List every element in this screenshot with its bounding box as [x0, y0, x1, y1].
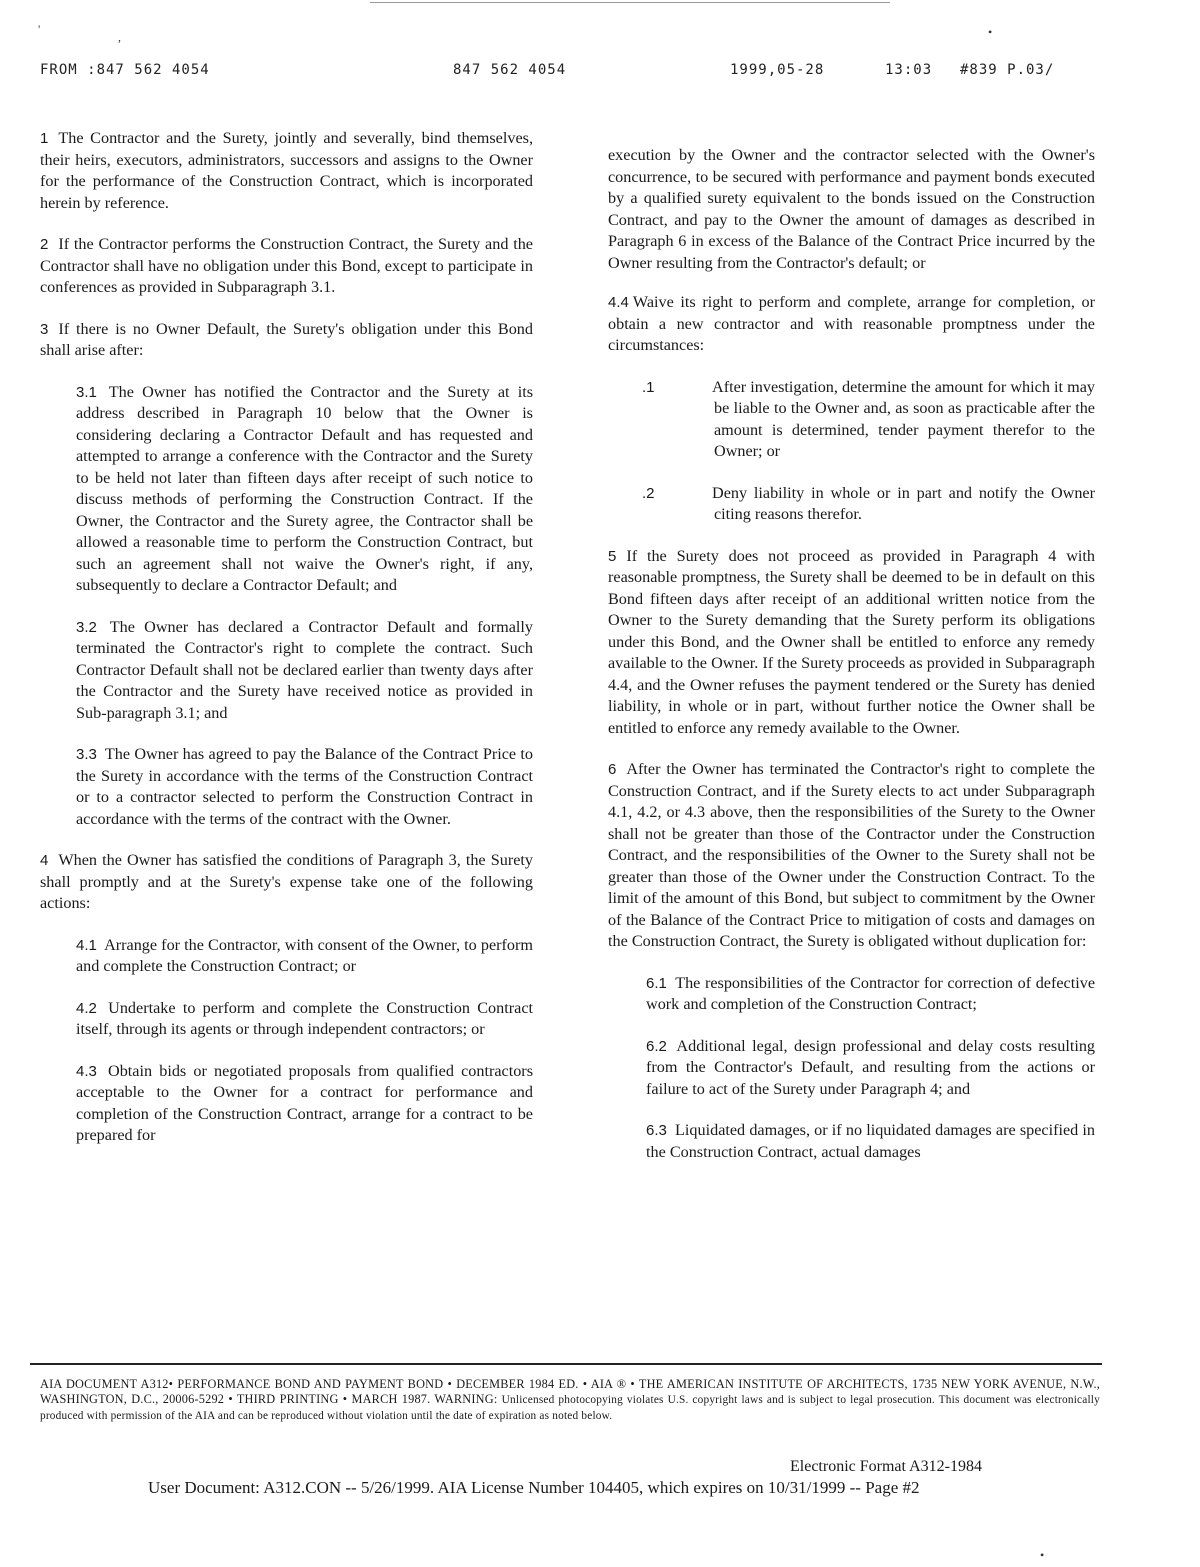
paragraph-5: 5 If the Surety does not proceed as provided in Paragraph 4 with reasonable promptness, the Surety shall be deemed to be in default on this Bond fifteen days after receipt of an additional written notice from the Owner to the Surety demanding that the Surety perform its obligations under this Bond, and the Owner shall be entitled to enforce any remedy available to the Owner. If the Surety proceeds as provided in Subparagraph 4.4, and the Owner refuses the payment tendered or the Surety has denied liability, in whole or in part, without further notice the Owner shall be entitled to enforce any remedy available to the Owner.	[608, 546, 1095, 737]
subparagraph-3-3: 3.3 The Owner has agreed to pay the Balance of the Contract Price to the Surety in accordance with the terms of the Construction Contract or to a contractor selected to perform the Construction Contract in accordance with the terms of the contract with the Owner.	[76, 745, 533, 828]
paragraph-6: 6 After the Owner has terminated the Contractor's right to complete the Construction Contract, and if the Surety elects to act under Subparagraph 4.1, 4.2, or 4.3 above, then the responsibilities of the Surety to the Owner shall not be greater than those of the Contractor under the Construction Contract, and the responsibilities of the Owner to the Surety shall not be greater than those of the Owner under the Construction Contract. To the limit of the amount of this Bond, but subject to commitment by the Owner of the Balance of the Contract Price to mitigation of costs and damages on the Construction Contract, the Surety is obligated without duplication for:	[608, 760, 1095, 950]
user-document-line: User Document: A312.CON -- 5/26/1999. AIA License Number 104405, which expires on 10/31/1999 -- Page #2	[148, 1478, 920, 1497]
footer-divider	[30, 1363, 1102, 1365]
scan-speck: •	[988, 25, 993, 39]
scan-speck: •	[1040, 1548, 1045, 1562]
scan-speck: ,	[118, 30, 121, 44]
fax-from: FROM :847 562 4054	[40, 62, 210, 78]
fax-date: 1999,05-28	[730, 62, 825, 78]
subparagraph-4-3-continued: execution by the Owner and the contractor selected with the Owner's concurrence, to be secured with performance and payment bonds executed by a qualified surety equivalent to the bonds issued on the Construction Contract, and pay to the Owner the amount of damages as described in Paragraph 6 in excess of the Balance of the Contract Price incurred by the Owner resulting from the Contractor's default; or	[608, 146, 1095, 272]
aia-notice-warning: Unlicensed photocopying violates U.S. copyright laws and is subject to legal prosecution. This document was electronically produced with permission of the AIA and can be reproduced without violation until the date of expiration as noted below.	[40, 1394, 1100, 1422]
fax-time: 13:03	[885, 62, 933, 78]
scan-speck: '	[38, 22, 41, 36]
fax-header	[40, 62, 1140, 88]
subparagraph-6-1: 6.1 The responsibilities of the Contractor for correction of defective work and completion of the Construction Contract;	[646, 973, 1095, 1013]
fax-page: #839 P.03/	[960, 62, 1055, 78]
subparagraph-3-2: 3.2 The Owner has declared a Contractor Default and formally terminated the Contractor's right to complete the contract. Such Contractor Default shall not be declared earlier than twenty days after the Contractor and the Surety have received notice as provided in Sub-paragraph 3.1; and	[76, 617, 533, 722]
paragraph-3: 3 If there is no Owner Default, the Surety's obligation under this Bond shall arise after:	[40, 319, 533, 359]
paragraph-2: 2 If the Contractor performs the Construction Contract, the Surety and the Contractor shall have no obligation under this Bond, except to participate in conferences as provided in Subparagraph 3.1.	[40, 235, 533, 296]
paragraph-1: 1 The Contractor and the Surety, jointly and severally, bind themselves, their heirs, executors, administrators, successors and assigns to the Owner for the performance of the Construction Contract, which is incorporated herein by reference.	[40, 129, 533, 212]
subparagraph-6-2: 6.2 Additional legal, design professional and delay costs resulting from the Contractor's Default, and resulting from the actions or failure to act of the Surety under Paragraph 4; and	[646, 1036, 1096, 1098]
fax-number: 847 562 4054	[453, 62, 567, 78]
subparagraph-4-3: 4.3 Obtain bids or negotiated proposals from qualified contractors acceptable to the Owner for a contract for performance and completion of the Construction Contract, arrange for a contract to be prepared for	[76, 1061, 534, 1144]
subparagraph-6-3: 6.3 Liquidated damages, or if no liquidated damages are specified in the Construction Contract, actual damages	[646, 1121, 1096, 1161]
left-column	[40, 128, 533, 1167]
item-4-4-2: .2 Deny liability in whole or in part and notify the Owner citing reasons therefor.	[642, 483, 1095, 523]
right-column	[608, 145, 1095, 1183]
aia-notice-caps: AIA DOCUMENT A312• PERFORMANCE BOND AND PAYMENT BOND • DECEMBER 1984 ED. • AIA ® • THE AMERICAN INSTITUTE OF ARCHITECTS, 1735 NEW YORK AVENUE, N.W., WASHINGTON, D.C., 20006-5292 • THIRD PRINTING • MARCH 1987. WARNING:	[40, 1377, 1100, 1406]
paragraph-4: 4 When the Owner has satisfied the conditions of Paragraph 3, the Surety shall promptly and at the Surety's expense take one of the following actions:	[40, 851, 533, 912]
subparagraph-4-2: 4.2 Undertake to perform and complete the Construction Contract itself, through its agents or through independent contractors; or	[76, 998, 534, 1038]
subparagraph-4-1: 4.1 Arrange for the Contractor, with consent of the Owner, to perform and complete the Construction Contract; or	[76, 935, 533, 975]
subparagraph-4-4: 4.4 Waive its right to perform and complete, arrange for completion, or obtain a new contractor and with reasonable promptness under the circumstances:	[608, 293, 1095, 354]
subparagraph-3-1: 3.1 The Owner has notified the Contractor and the Surety at its address described in Paragraph 10 below that the Owner is considering declaring a Contractor Default and has requested and attempted to arrange a conference with the Contractor and the Surety to be held not later than fifteen days after receipt of such notice to discuss methods of performing the Construction Contract. If the Owner, the Contractor and the Surety agree, the Contractor shall be allowed a reasonable time to perform the Construction Contract, but such an agreement shall not waive the Owner's right, if any, subsequently to declare a Contractor Default; and	[76, 382, 533, 594]
item-4-4-1: .1 After investigation, determine the amount for which it may be liable to the Owner and, as soon as practicable after the amount is determined, tender payment therefor to the Owner; or	[642, 377, 1095, 460]
aia-copyright-notice	[40, 1377, 1100, 1424]
scan-artifact-line	[370, 2, 890, 3]
electronic-format-label: Electronic Format A312-1984	[790, 1458, 982, 1475]
